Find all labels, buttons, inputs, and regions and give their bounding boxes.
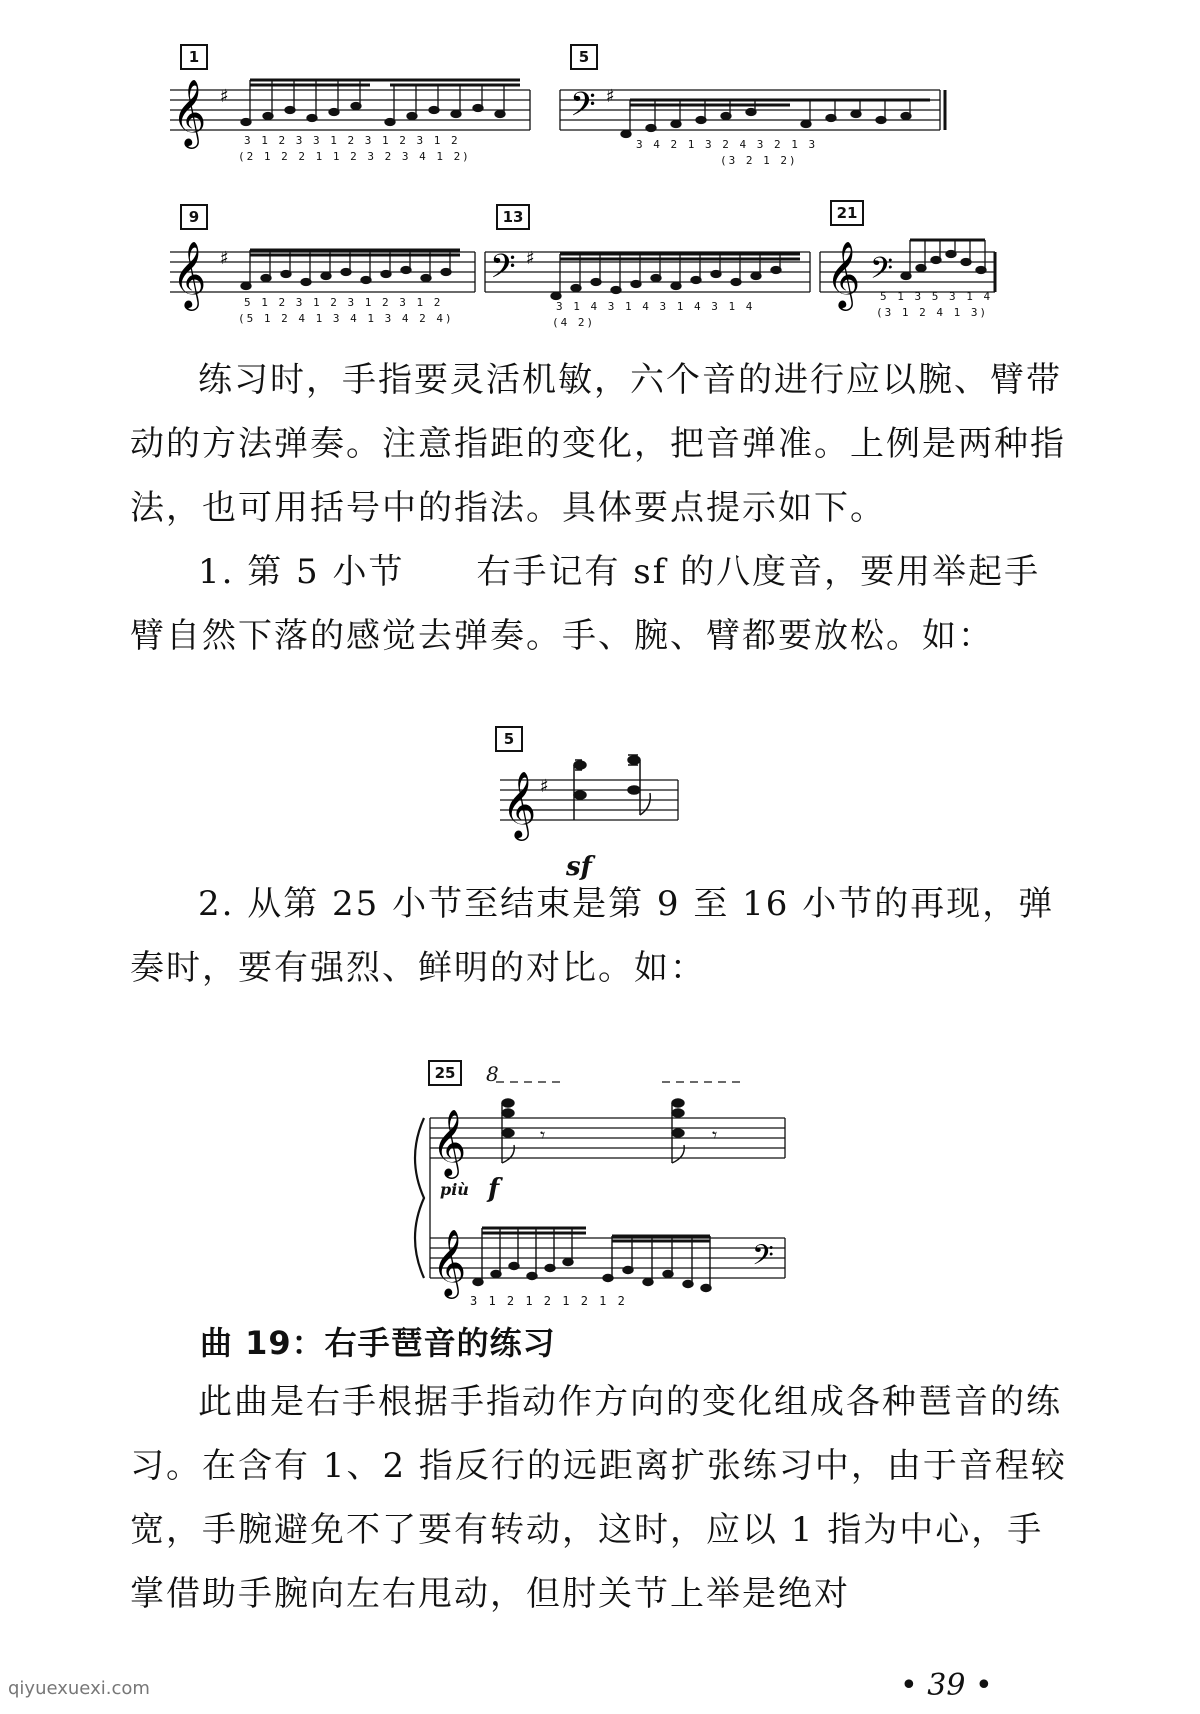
paragraph-text: 1. 第 5 小节 右手记有 sf 的八度音，要用举起手臂自然下落的感觉去弹奏。手、腕、臂都要放松。如：	[130, 552, 1041, 656]
paragraph-text: 此曲是右手根据手指动作方向的变化组成各种琶音的练习。在含有 1、2 指反行的远距离扩张练习中，由于音程较宽，手腕避免不了要有转动，这时，应以 1 指为中心，手掌借助手腕向左右甩动，但肘关节上举是绝对	[130, 1382, 1067, 1614]
fingering-row2-left-top: 5 1 2 3 1 2 3 1 2 3 1 2	[244, 296, 443, 309]
fingering-row2-right-top: 5 1 3 5 3 1 4	[880, 290, 993, 303]
svg-text:𝄞: 𝄞	[826, 240, 861, 308]
svg-text:♯: ♯	[540, 776, 549, 797]
svg-text:𝄞: 𝄞	[172, 240, 207, 308]
bar-number-5: 5	[570, 44, 598, 70]
page-number: • 39 •	[900, 1668, 993, 1703]
svg-text:𝄞: 𝄞	[502, 770, 537, 838]
svg-text:♯: ♯	[220, 86, 229, 107]
svg-text:𝄞: 𝄞	[432, 1108, 467, 1176]
svg-text:𝄢: 𝄢	[752, 1239, 774, 1279]
example1-dynamic-sf: sf	[566, 852, 592, 882]
fingering-row1-left-bottom: (2 1 2 2 1 1 2 3 2 3 4 1 2)	[238, 150, 471, 163]
svg-text:𝄢: 𝄢	[570, 86, 596, 132]
svg-text:𝄾: 𝄾	[712, 1123, 718, 1147]
paragraph-text: 2. 从第 25 小节至结束是第 9 至 16 小节的再现，弹奏时，要有强烈、鲜明的对比。如：	[130, 884, 1055, 988]
bar-number-13: 13	[496, 204, 530, 230]
paragraph-point-1	[130, 540, 1070, 668]
fingering-row2-mid-top: 3 1 4 3 1 4 3 1 4 3 1 4	[556, 300, 755, 313]
example2-expression-piu: più	[440, 1180, 469, 1199]
site-watermark: qiyuexuexi.com	[8, 1678, 150, 1699]
paragraph-piece-19-intro	[130, 1370, 1070, 1626]
svg-text:𝄢: 𝄢	[490, 248, 516, 294]
example2-bass-fingering: 3 1 2 1 2 1 2 1 2	[470, 1294, 627, 1308]
svg-text:♯: ♯	[526, 248, 535, 269]
svg-text:♯: ♯	[220, 248, 229, 269]
section-heading: 曲 19：右手琶音的练习	[200, 1324, 556, 1362]
fingering-row1-left-top: 3 1 2 3 3 1 2 3 1 2 3 1 2	[244, 134, 460, 147]
example2-bar-number: 25	[428, 1060, 462, 1086]
fingering-row2-mid-bottom: (4 2)	[552, 316, 596, 329]
fingering-row2-left-bottom: (5 1 2 4 1 3 4 1 3 4 2 4)	[238, 312, 454, 325]
example1-bar-number: 5	[495, 726, 523, 752]
paragraph-point-2	[130, 872, 1070, 1000]
example1-staff	[500, 740, 700, 850]
svg-text:𝄞: 𝄞	[432, 1228, 467, 1296]
paragraph-text: 练习时，手指要灵活机敏，六个音的进行应以腕、臂带动的方法弹奏。注意指距的变化，把音弹准。上例是两种指法，也可用括号中的指法。具体要点提示如下。	[130, 360, 1066, 528]
svg-text:♯: ♯	[606, 86, 615, 107]
fingering-row2-right-bottom: (3 1 2 4 1 3)	[876, 306, 989, 319]
fingering-row1-right-bottom: (3 2 1 2)	[720, 154, 798, 167]
fingering-row1-right-top: 3 4 2 1 3 2 4 3 2 1 3	[636, 138, 818, 151]
bar-number-9: 9	[180, 204, 208, 230]
paragraph-practice-notes	[130, 348, 1070, 540]
svg-text:𝄾: 𝄾	[540, 1123, 546, 1147]
svg-text:𝄞: 𝄞	[172, 78, 207, 146]
bar-number-1: 1	[180, 44, 208, 70]
bar-number-21: 21	[830, 200, 864, 226]
example2-dynamic-f: f	[488, 1174, 500, 1204]
svg-text:𝄢: 𝄢	[870, 252, 894, 293]
example2-octave-mark: 8	[486, 1062, 499, 1086]
